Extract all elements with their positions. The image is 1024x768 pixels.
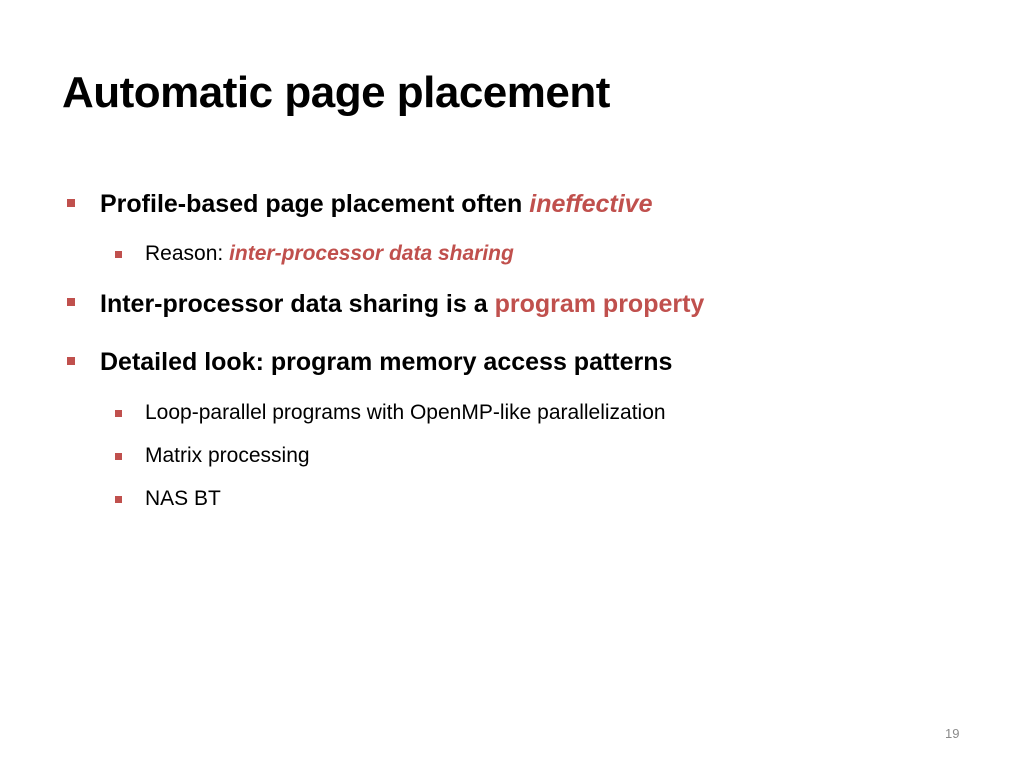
bullet-text <box>100 290 704 319</box>
square-bullet-icon <box>115 453 122 460</box>
bullet-prefix: Profile-based page placement often <box>100 190 530 218</box>
square-bullet-icon <box>67 298 75 306</box>
sub-bullet-text: Loop-parallel programs with OpenMP-like parallelization <box>145 401 666 424</box>
square-bullet-icon <box>115 251 122 258</box>
page-number: 19 <box>945 726 960 741</box>
bullet-prefix: Inter-processor data sharing is a <box>100 290 495 318</box>
sub-bullet-text: NAS BT <box>145 487 221 510</box>
bullet-text <box>100 348 672 377</box>
bullet-emphasis: program property <box>494 290 705 318</box>
square-bullet-icon <box>115 410 122 417</box>
bullet-emphasis: ineffective <box>529 190 653 218</box>
square-bullet-icon <box>115 496 122 503</box>
bullet-prefix: Detailed look: program memory access patterns <box>100 348 673 376</box>
slide-title: Automatic page placement <box>62 68 610 117</box>
sub-bullet-emphasis: inter-processor data sharing <box>229 242 514 265</box>
square-bullet-icon <box>67 199 75 207</box>
bullet-text <box>100 190 652 219</box>
square-bullet-icon <box>67 357 75 365</box>
sub-bullet-text <box>145 242 514 266</box>
sub-bullet-prefix: Reason: <box>145 242 230 265</box>
sub-bullet-text: Matrix processing <box>145 444 310 467</box>
